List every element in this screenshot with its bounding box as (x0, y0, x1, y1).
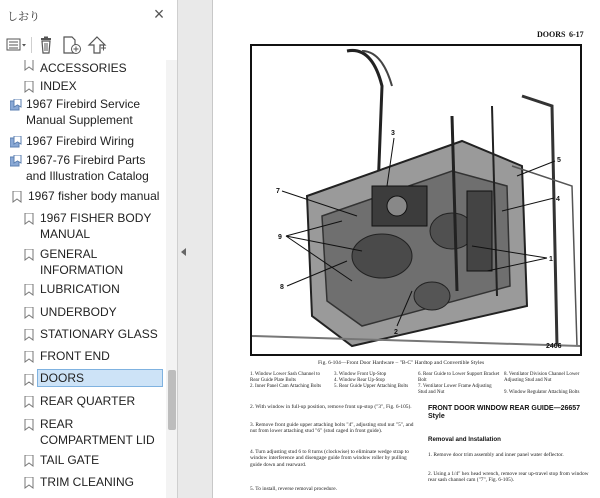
legend-item: 5. Rear Guide Upper Attaching Bolts (334, 384, 409, 389)
legend-item: 1. Window Lower Sash Channel to Rear Guide Plate Bolts (250, 372, 320, 383)
procedure-step: 5. To install, reverse removal procedure. (250, 486, 337, 492)
bookmark-root-icon (10, 135, 20, 147)
bookmark-fisher-body-manual-chapter[interactable]: 1967 FISHER BODY MANUAL (40, 211, 152, 241)
bookmark-lubrication[interactable]: LUBRICATION (40, 282, 120, 296)
bookmark-icon (24, 60, 34, 70)
bookmark-parts-catalog[interactable]: 1967-76 Firebird Parts and Illustration Catalog (26, 153, 149, 183)
list-options-icon[interactable] (6, 35, 28, 55)
procedure-step: 3. Remove front guide upper attaching bolts "4", adjusting stud nut "5", and nut from lower attaching stud "6" (stud caged in front guide). (250, 422, 414, 435)
door-hardware-illustration (252, 46, 580, 354)
legend-item: 3. Window Front Up-Stop (334, 372, 387, 377)
bookmark-rear-quarter[interactable]: REAR QUARTER (40, 394, 136, 408)
photo-number: 2406 (546, 343, 562, 350)
callout-label: 7 (276, 188, 280, 195)
page-section-header: DOORS (537, 30, 566, 39)
legend-item: 8. Ventilator Division Channel Lower Adjusting Stud and Nut (504, 372, 580, 383)
callout-label: 2 (394, 329, 398, 336)
callout-label: 4 (556, 196, 560, 203)
bookmark-icon (24, 350, 34, 362)
trash-icon[interactable] (36, 35, 58, 55)
legend-item: 2. Inner Panel Cam Attaching Bolts (250, 384, 322, 389)
bookmark-tree (0, 60, 166, 498)
bookmark-icon (12, 190, 22, 202)
bookmark-firebird-wiring[interactable]: 1967 Firebird Wiring (26, 134, 135, 148)
bookmark-rear-compartment-lid[interactable]: REAR COMPARTMENT LID (40, 417, 155, 447)
callout-label: 9 (278, 234, 282, 241)
door-hardware-figure (250, 44, 582, 356)
bookmarks-header (0, 0, 178, 30)
legend-item: 6. Rear Guide to Lower Support Bracket Bolt (418, 372, 500, 383)
bookmark-icon (24, 454, 34, 466)
callout-label: 3 (391, 130, 395, 137)
legend-item: 9. Window Regulator Attaching Bolts (504, 390, 580, 395)
bookmark-general-information[interactable]: GENERAL INFORMATION (40, 247, 124, 277)
section-subheading: Removal and Installation (428, 436, 501, 443)
bookmark-service-manual-supplement[interactable]: 1967 Firebird Service Manual Supplement (26, 97, 141, 127)
callout-label: 5 (557, 157, 561, 164)
document-page (213, 0, 600, 498)
bookmarks-scroll-thumb[interactable] (168, 370, 176, 430)
bookmark-icon (24, 283, 34, 295)
bookmark-accessories[interactable]: ACCESSORIES (40, 61, 127, 75)
bookmark-trim-cleaning[interactable]: TRIM CLEANING (40, 475, 135, 489)
new-bookmark-icon[interactable] (61, 35, 83, 55)
procedure-step: 2. Using a 1/4" hex head wrench, remove rear up-travel stop from window rear sash channel cam ("7", Fig. 6-105). (428, 471, 589, 484)
bookmark-icon (24, 306, 34, 318)
bookmark-root-icon (10, 98, 20, 110)
close-icon[interactable]: × (153, 4, 165, 24)
figure-caption: Fig. 6-104—Front Door Hardware – "B-C" Hardtop and Convertible Styles (318, 360, 485, 366)
bookmark-front-end[interactable]: FRONT END (40, 349, 110, 363)
bookmark-tail-gate[interactable]: TAIL GATE (40, 453, 100, 467)
bookmark-icon (24, 248, 34, 260)
callout-label: 1 (549, 256, 553, 263)
bookmark-underbody[interactable]: UNDERBODY (40, 305, 117, 319)
legend-item: 7. Ventilator Lower Frame Adjusting Stud and Nut (418, 384, 492, 395)
procedure-step: 2. With window in full-up position, remove front up-stop ("3", Fig. 6-105). (250, 404, 412, 410)
bookmarks-toolbar (0, 30, 178, 60)
bookmarks-panel (0, 0, 178, 498)
bookmark-icon (24, 212, 34, 224)
procedure-step: 1. Remove door trim assembly and inner panel water deflector. (428, 452, 564, 458)
bookmark-stationary-glass[interactable]: STATIONARY GLASS (40, 327, 158, 341)
bookmark-doors[interactable]: DOORS (37, 369, 163, 387)
procedure-step: 4. Turn adjusting stud 6 to 8 turns (clockwise) to eliminate wedge strap to window interference and disengage guide from window roller by pulling guide down and rearward. (250, 449, 410, 468)
bookmark-icon (24, 328, 34, 340)
bookmark-icon (24, 80, 34, 92)
bookmark-fisher-body-manual[interactable]: 1967 fisher body manual (28, 189, 160, 203)
legend-item: 4. Window Rear Up-Stop (334, 378, 385, 383)
collapse-panel-icon[interactable] (181, 248, 186, 256)
callout-label: 8 (280, 284, 284, 291)
bookmark-root-icon (10, 154, 20, 166)
bookmark-index[interactable]: INDEX (40, 79, 77, 93)
page-number: 6-17 (569, 30, 584, 39)
bookmark-icon (24, 395, 34, 407)
section-heading: FRONT DOOR WINDOW REAR GUIDE—26657 Style (428, 405, 581, 420)
bookmarks-scrollbar[interactable] (166, 60, 178, 498)
bookmark-icon (24, 476, 34, 488)
expand-bookmark-icon[interactable] (86, 35, 108, 55)
bookmark-icon (24, 418, 34, 430)
bookmark-icon (24, 373, 34, 385)
bookmarks-title: しおり (7, 11, 40, 23)
